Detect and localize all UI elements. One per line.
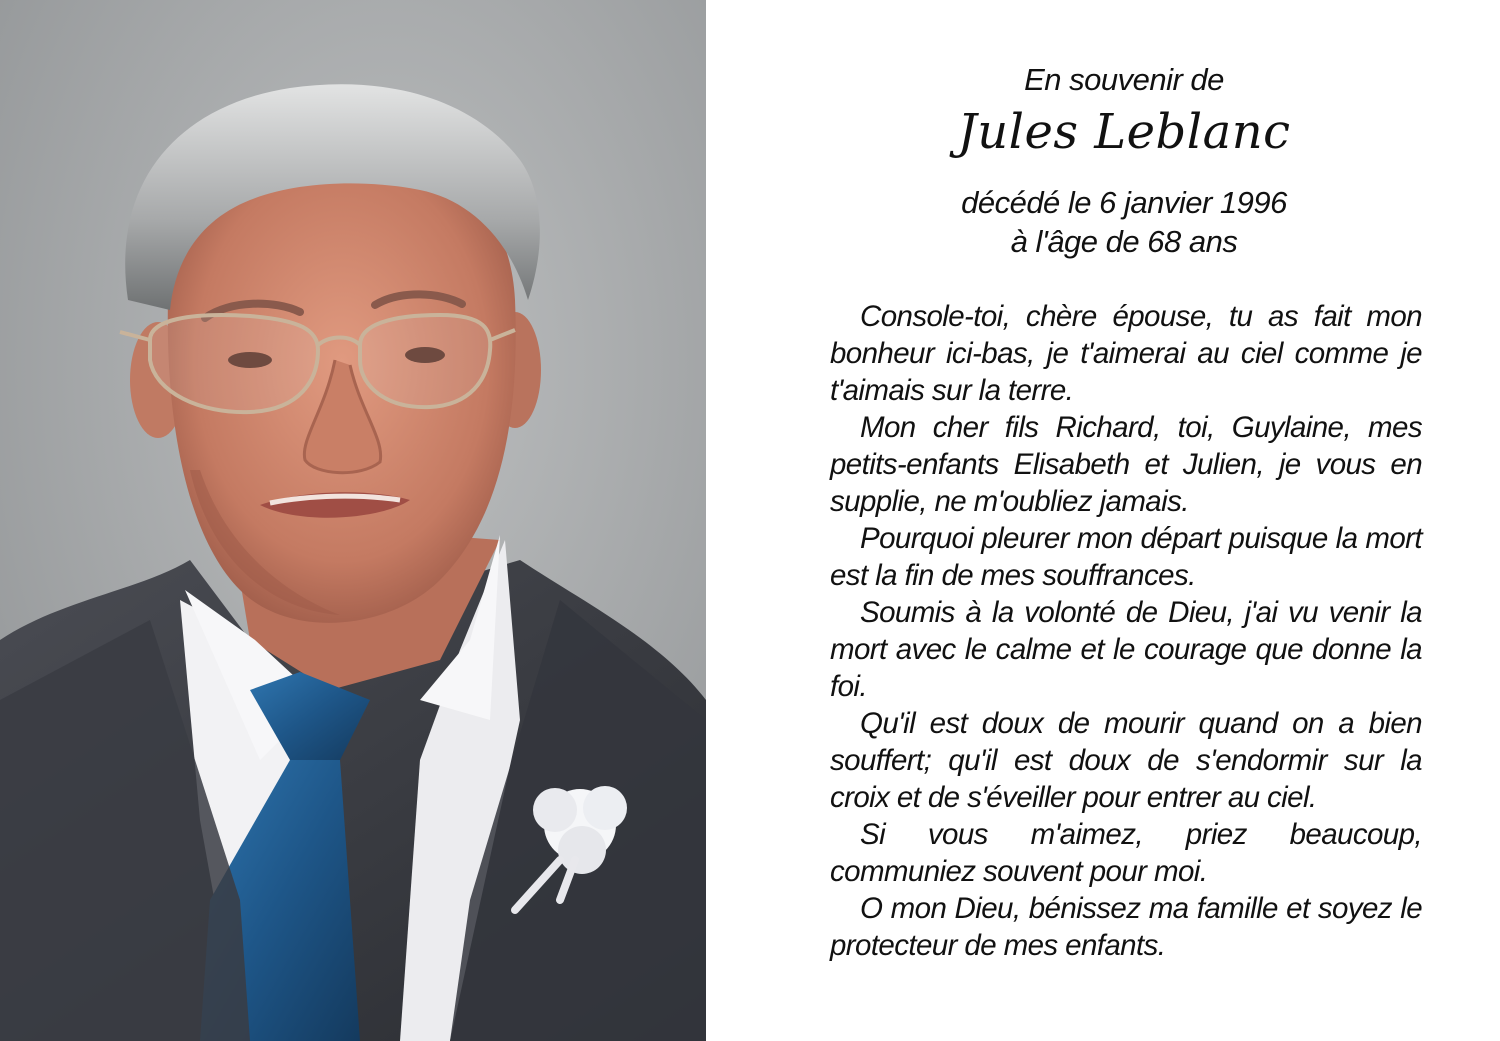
verse-paragraph: Si vous m'aimez, priez beaucoup, communiez souvent pour moi. [830, 818, 1422, 888]
verse-paragraph: O mon Dieu, bénissez ma famille et soyez le protecteur de mes enfants. [830, 892, 1422, 962]
intro-line: En souvenir de [1024, 62, 1224, 97]
verse-paragraph: Pourquoi pleurer mon départ puisque la mort est la fin de mes souffrances. [830, 522, 1422, 592]
verse-paragraph: Mon cher fils Richard, toi, Guylaine, mes petits-enfants Elisabeth et Julien, je vous en supplie, ne m'oubliez jamais. [830, 411, 1422, 518]
death-date: décédé le 6 janvier 1996 [961, 185, 1287, 220]
memorial-verses [830, 298, 1422, 964]
portrait-photo [0, 0, 706, 1041]
text-panel [706, 0, 1500, 1041]
verse-paragraph: Console-toi, chère épouse, tu as fait mon bonheur ici-bas, je t'aimerai au ciel comme je t'aimais sur la terre. [830, 300, 1422, 407]
deceased-name: Jules Leblanc [957, 104, 1291, 160]
portrait-illustration [0, 0, 706, 1041]
age-at-death: à l'âge de 68 ans [1010, 224, 1238, 259]
verse-paragraph: Qu'il est doux de mourir quand on a bien souffert; qu'il est doux de s'endormir sur la croix et de s'éveiller pour entrer au ciel. [830, 707, 1422, 814]
verse-paragraph: Soumis à la volonté de Dieu, j'ai vu venir la mort avec le calme et le courage que donne la foi. [830, 596, 1422, 703]
